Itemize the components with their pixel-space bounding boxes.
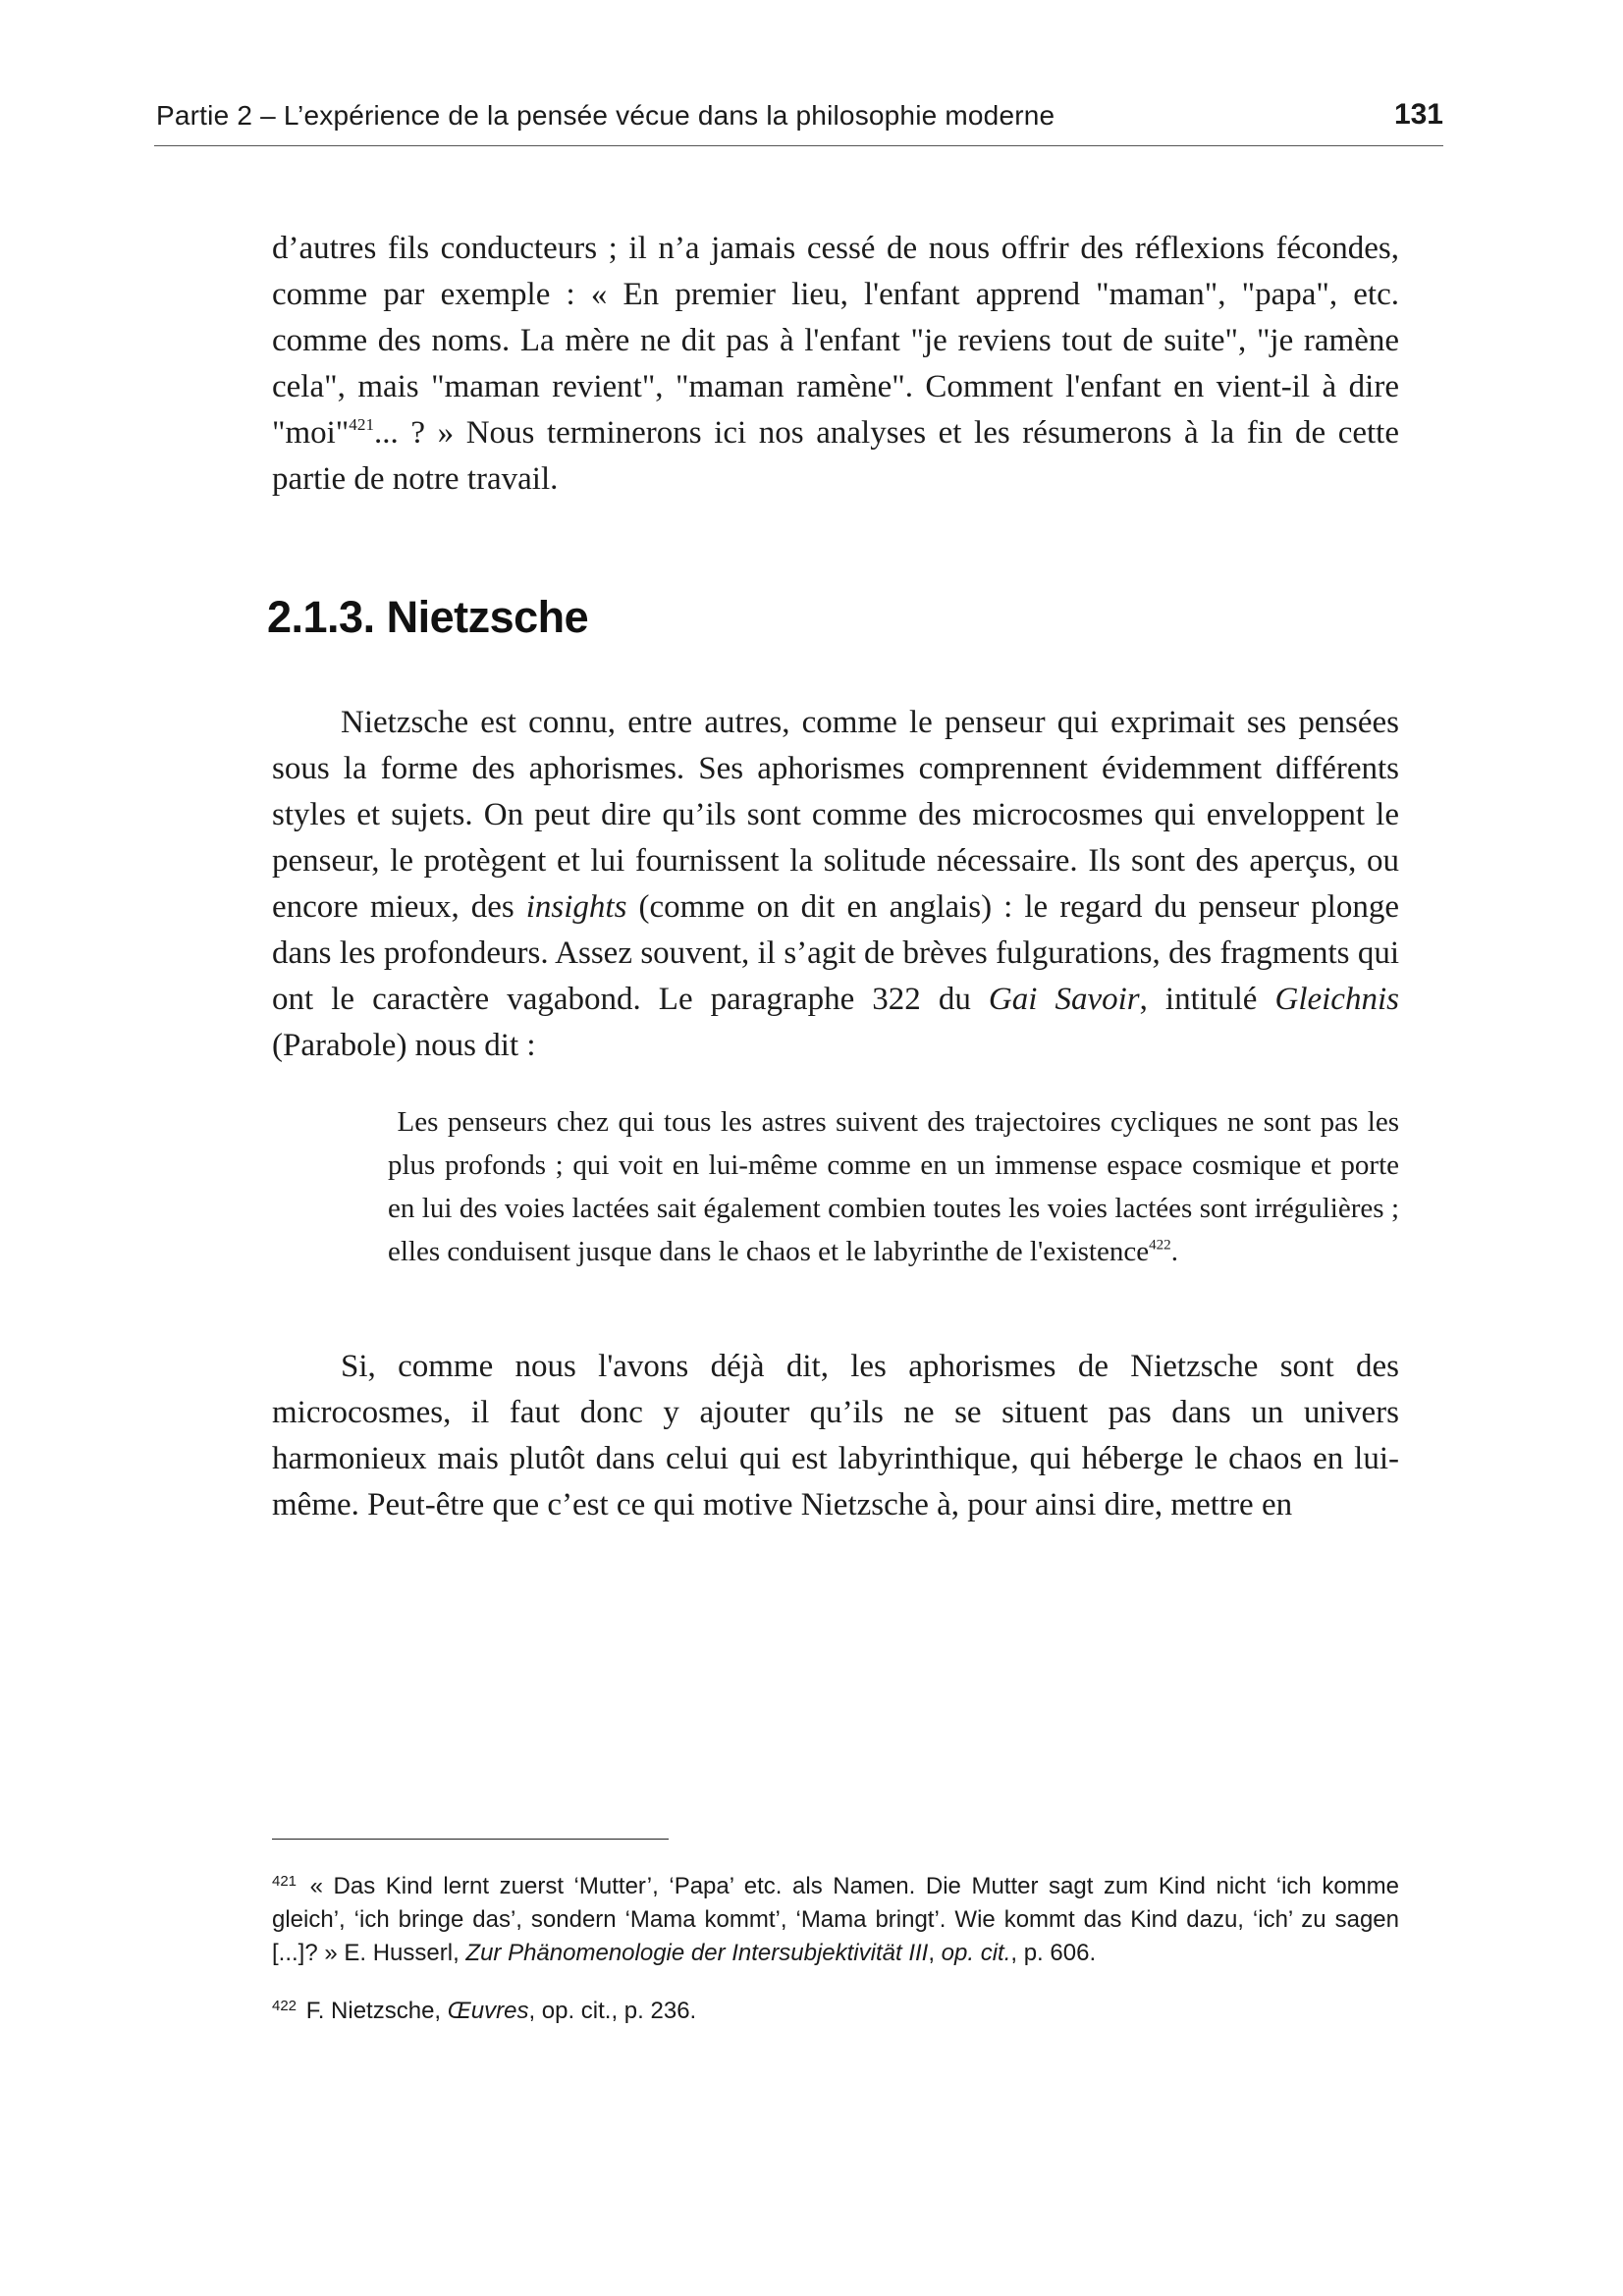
- footnote-text-end: , p. 606.: [1010, 1940, 1097, 1966]
- footnote-ref-422[interactable]: 422: [1149, 1237, 1171, 1254]
- footnote-italic-opcit: op. cit.: [941, 1940, 1011, 1966]
- footnote-ref-421[interactable]: 421: [349, 415, 375, 435]
- running-title: Partie 2 – L’expérience de la pensée vécue dans la philosophie moderne: [156, 100, 1055, 131]
- footnote-number: 421: [272, 1873, 298, 1890]
- page-number: 131: [1393, 98, 1443, 131]
- nietzsche-text-4: (Parabole) nous dit :: [272, 1028, 536, 1063]
- quote-end: .: [1170, 1236, 1178, 1267]
- running-header: [154, 96, 1443, 146]
- footnote-text-mid: ,: [928, 1940, 942, 1966]
- footnote-422: [272, 1990, 1399, 2028]
- footnote-number: 422: [272, 1998, 298, 2014]
- footnote-text-end: , op. cit., p. 236.: [528, 1998, 697, 2024]
- italic-gai-savoir: Gai Savoir: [988, 982, 1140, 1017]
- footnote-text: « Das Kind lernt zuerst ‘Mutter’, ‘Papa’ etc. als Namen. Die Mutter sagt zum Kind nicht ‘ich komme gleich’, ‘ich bringe das’, sondern ‘Mama kommt’, ‘Mama bringt’. Wie kommt das Kind dazu, ‘ich’ zu sagen [...]? » E. Husserl,: [272, 1873, 1400, 1966]
- closing-paragraph: [272, 1344, 1399, 1528]
- section-heading: 2.1.3. Nietzsche: [267, 592, 589, 642]
- intro-text-after-note: ... ? » Nous terminerons ici nos analyses et les résumerons à la fin de cette partie de notre travail.: [272, 415, 1399, 497]
- footnotes: [272, 1865, 1399, 2048]
- footnote-italic-title: Zur Phänomenologie der Intersubjektivität III: [465, 1940, 929, 1966]
- footnote-421: [272, 1865, 1399, 1970]
- nietzsche-text-2: (comme on dit en anglais) : le regard du penseur plonge dans les profondeurs. Assez souvent, il s’agit de brèves fulgurations, des fragments qui ont le caractère vagabond. Le paragraphe 322 du: [272, 889, 1399, 1017]
- nietzsche-text-1: Nietzsche est connu, entre autres, comme le penseur qui exprimait ses pensées sous la forme des aphorismes. Ses aphorismes comprennent évidemment différents styles et sujets. On peut dire qu’ils sont comme des microcosmes qui enveloppent le penseur, le protègent et lui fournissent la solitude nécessaire. Ils sont des aperçus, ou encore mieux, des: [272, 705, 1399, 925]
- intro-text-before-note: d’autres fils conducteurs ; il n’a jamais cessé de nous offrir des réflexions fécondes, comme par exemple : « En premier lieu, l'enfant apprend "maman", "papa", etc. comme des noms. La mère ne dit pas à l'enfant "je reviens tout de suite", "je ramène cela", mais "maman revient", "maman ramène". Comment l'enfant en vient-il à dire "moi": [272, 231, 1399, 451]
- nietzsche-text-3: , intitulé: [1139, 982, 1275, 1017]
- italic-gleichnis: Gleichnis: [1274, 982, 1399, 1017]
- quote-text: Les penseurs chez qui tous les astres suivent des trajectoires cycliques ne sont pas les plus profonds ; qui voit en lui-même comme en un immense espace cosmique et porte en lui des voies lactées sait également combien toutes les voies lactées sont irrégulières ; elles conduisent jusque dans le chaos et le labyrinthe de l'existence: [388, 1106, 1400, 1267]
- footnote-divider: [272, 1839, 669, 1840]
- intro-paragraph: [272, 226, 1399, 503]
- footnote-italic-title: Œuvres: [447, 1998, 529, 2024]
- footnote-text: F. Nietzsche,: [305, 1998, 448, 2024]
- nietzsche-paragraph: [272, 700, 1399, 1069]
- block-quote: [388, 1100, 1399, 1273]
- italic-insights: insights: [525, 889, 627, 925]
- closing-text: Si, comme nous l'avons déjà dit, les aphorismes de Nietzsche sont des microcosmes, il faut donc y ajouter qu’ils ne se situent pas dans un univers harmonieux mais plutôt dans celui qui est labyrinthique, qui héberge le chaos en lui-même. Peut-être que c’est ce qui motive Nietzsche à, pour ainsi dire, mettre en: [272, 1349, 1399, 1522]
